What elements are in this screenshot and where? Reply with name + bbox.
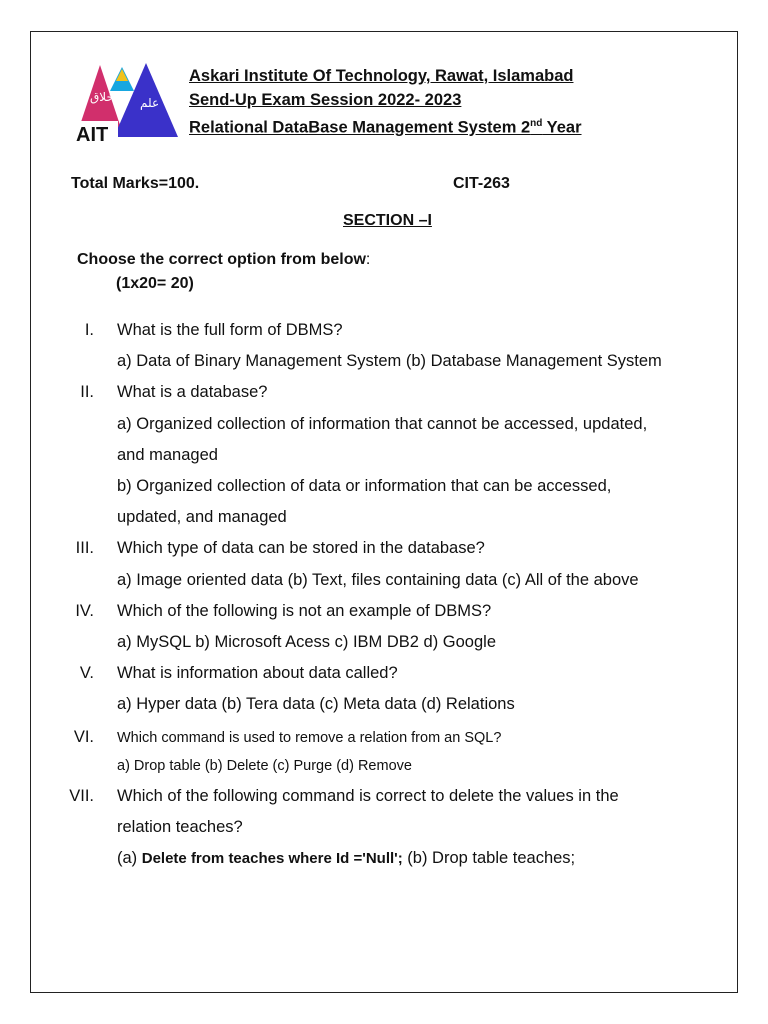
question-text: Which of the following command is correct to delete the values in the	[117, 787, 619, 805]
ait-logo	[74, 63, 178, 145]
exam-header	[189, 64, 582, 140]
exam-session: Send-Up Exam Session 2022- 2023	[189, 91, 462, 109]
question-options: a) Hyper data (b) Tera data (c) Meta data (d) Relations	[117, 695, 515, 713]
svg-text:AIT: AIT	[76, 124, 109, 145]
question-number: II.	[80, 383, 94, 401]
svg-text:اخلاق: اخلاق	[90, 90, 118, 104]
question-number: VI.	[73, 728, 94, 746]
total-marks: Total Marks=100.	[71, 175, 200, 192]
section-title: SECTION –I	[343, 212, 432, 229]
question-text: Which command is used to remove a relation from an SQL?	[117, 730, 502, 746]
question-options: a) Organized collection of information that cannot be accessed, updated,	[117, 415, 648, 433]
question-options: (a) Delete from teaches where Id ='Null'; (b) Drop table teaches;	[117, 849, 576, 867]
instruction-marks: (1x20= 20)	[116, 275, 194, 292]
question-options: and managed	[117, 446, 218, 464]
question-options: a) MySQL b) Microsoft Acess c) IBM DB2 d) Google	[117, 633, 497, 651]
question-number: VII.	[69, 787, 94, 805]
question-text: What is the full form of DBMS?	[117, 321, 343, 339]
question-options: a) Data of Binary Management System (b) Database Management System	[117, 352, 662, 370]
question-options: updated, and managed	[117, 508, 287, 526]
question-number: III.	[75, 539, 94, 557]
question-text: Which of the following is not an example of DBMS?	[117, 602, 492, 620]
question-text: What is a database?	[117, 383, 268, 401]
instruction: Choose the correct option from below:	[77, 251, 371, 268]
svg-text:علم: علم	[140, 96, 160, 110]
question-options: a) Image oriented data (b) Text, files containing data (c) All of the above	[117, 571, 639, 589]
question-text-continued: relation teaches?	[117, 818, 243, 836]
course-title: Relational DataBase Management System 2nd Year	[189, 118, 582, 137]
question-text: What is information about data called?	[117, 664, 398, 682]
question-number: V.	[79, 664, 94, 682]
institute-name: Askari Institute Of Technology, Rawat, Islamabad	[189, 67, 574, 85]
course-code: CIT-263	[453, 175, 510, 192]
question-text: Which type of data can be stored in the database?	[117, 539, 485, 557]
question-options: b) Organized collection of data or information that can be accessed,	[117, 477, 612, 495]
question-options: a) Drop table (b) Delete (c) Purge (d) Remove	[117, 758, 412, 774]
question-number: IV.	[75, 602, 94, 620]
question-number: I.	[84, 321, 94, 339]
